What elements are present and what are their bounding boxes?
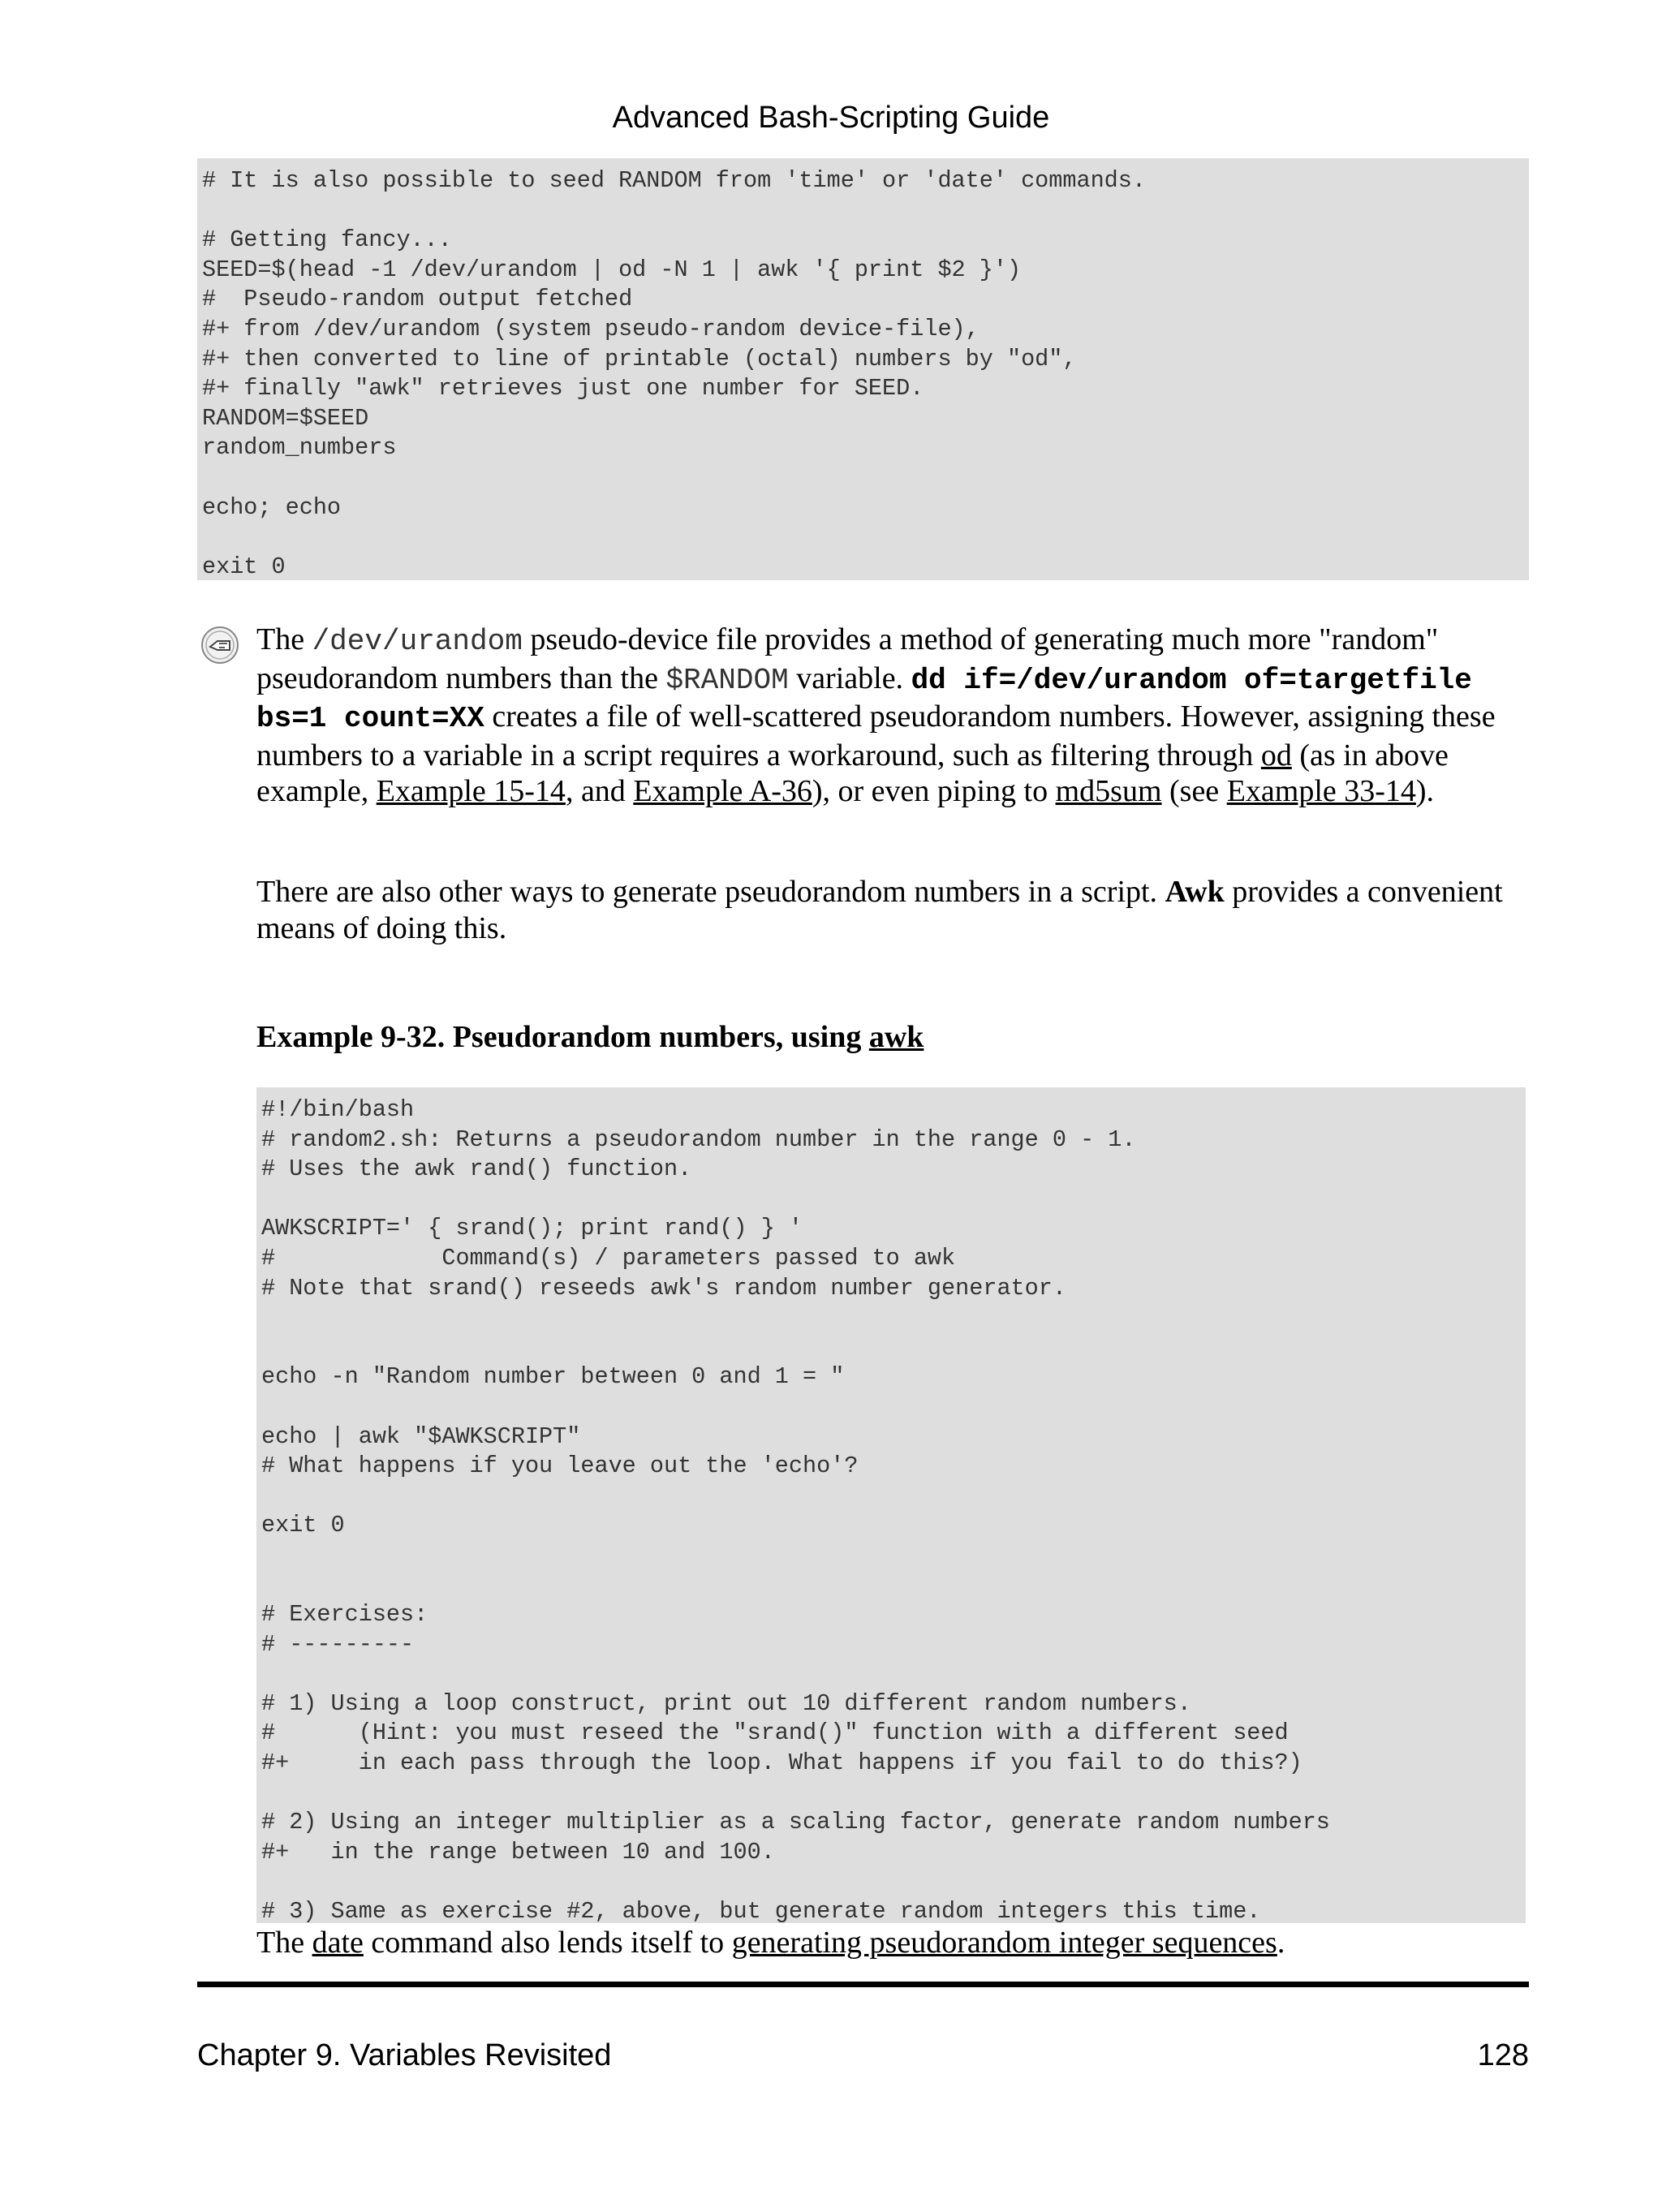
code-line	[261, 1867, 1526, 1897]
code-line: RANDOM=$SEED	[202, 404, 369, 432]
code-line: random_numbers	[202, 434, 397, 462]
code-line: #+ from /dev/urandom (system pseudo-random device-file),	[202, 315, 980, 342]
note-paragraph-dev-urandom	[256, 622, 1531, 810]
code-line: #+ in each pass through the loop. What happens if you fail to do this?)	[261, 1749, 1302, 1777]
date-text-3: .	[1277, 1926, 1285, 1960]
random-variable-literal: $RANDOM	[665, 663, 789, 697]
code-line	[202, 463, 1529, 493]
code-line: # 1) Using a loop construct, print out 10 different random numbers.	[261, 1689, 1191, 1717]
code-line: AWKSCRIPT=' { srand(); print rand() } '	[261, 1215, 803, 1242]
footer-chapter-title: Chapter 9. Variables Revisited	[197, 2038, 612, 2072]
code-line: # random2.sh: Returns a pseudorandom number in the range 0 - 1.	[261, 1125, 1136, 1153]
date-paragraph	[256, 1925, 1531, 1961]
code-line: # Exercises:	[261, 1601, 428, 1629]
code-line: #+ then converted to line of printable (octal) numbers by "od",	[202, 345, 1077, 372]
note-text-1: The	[256, 622, 312, 656]
note-text-6: , and	[565, 774, 634, 808]
footer-page-number: 128	[1477, 2038, 1529, 2072]
code-line	[261, 1333, 1526, 1363]
page-header-title: Advanced Bash-Scripting Guide	[612, 101, 1050, 135]
link-example-33-14[interactable]: Example 33-14	[1226, 774, 1416, 808]
link-example-a-36[interactable]: Example A-36	[633, 774, 812, 808]
code-line	[261, 1541, 1526, 1571]
code-line: # What happens if you leave out the 'echo'?	[261, 1452, 859, 1480]
code-line	[261, 1779, 1526, 1809]
note-text-8: (see	[1161, 774, 1227, 808]
code-line	[202, 196, 1529, 226]
example-title-prefix: Example 9-32. Pseudorandom numbers, using	[256, 1020, 869, 1054]
note-text-5: (as in above example,	[256, 738, 1449, 808]
code-line: # Getting fancy...	[202, 226, 452, 254]
date-text-1: The	[256, 1926, 312, 1960]
code-line: #+ in the range between 10 and 100.	[261, 1838, 775, 1866]
code-line	[261, 1303, 1526, 1333]
example-title	[256, 1019, 1531, 1056]
link-od[interactable]: od	[1260, 738, 1292, 772]
code-line: # (Hint: you must reseed the "srand()" function with a different seed	[261, 1719, 1289, 1747]
awk-bold: Awk	[1165, 875, 1225, 909]
note-text-3: variable.	[788, 661, 911, 695]
link-example-15-14[interactable]: Example 15-14	[376, 774, 566, 808]
code-line	[202, 523, 1529, 553]
code-line: echo; echo	[202, 493, 342, 521]
code-line: echo | awk "$AWKSCRIPT"	[261, 1422, 581, 1450]
code-line: # Command(s) / parameters passed to awk	[261, 1244, 956, 1272]
awk-intro-text-1: There are also other ways to generate pseudorandom numbers in a script.	[256, 875, 1165, 909]
code-line: exit 0	[202, 553, 286, 580]
code-block-random-seed	[197, 158, 1529, 580]
code-line: SEED=$(head -1 /dev/urandom | od -N 1 | awk '{ print $2 }')	[202, 256, 1022, 283]
code-line	[261, 1482, 1526, 1512]
code-line: # 3) Same as exercise #2, above, but generate random integers this time.	[261, 1898, 1261, 1923]
code-line	[261, 1659, 1526, 1689]
dev-urandom-literal: /dev/urandom	[312, 625, 523, 658]
code-line	[261, 1571, 1526, 1601]
code-block-random2-sh	[256, 1087, 1526, 1923]
code-line	[261, 1392, 1526, 1422]
code-line: #+ finally "awk" retrieves just one number for SEED.	[202, 375, 924, 402]
code-line: # Note that srand() reseeds awk's random number generator.	[261, 1274, 1066, 1302]
code-line: # 2) Using an integer multiplier as a scaling factor, generate random numbers	[261, 1809, 1330, 1836]
awk-intro-text-2: provides a convenient means of doing this.	[256, 875, 1503, 945]
awk-intro-paragraph	[256, 874, 1531, 946]
note-text-2: pseudo-device file provides a method of generating much more "random" pseudorandom numbers than the	[256, 622, 1439, 695]
code-line: #!/bin/bash	[261, 1096, 415, 1123]
link-md5sum[interactable]: md5sum	[1055, 774, 1162, 808]
note-text-9: ).	[1415, 774, 1435, 808]
note-icon	[200, 625, 240, 665]
note-text-4: creates a file of well-scattered pseudorandom numbers. However, assigning these numbers to a variable in a script requires a workaround, such as filtering through	[256, 699, 1496, 772]
date-text-2: command also lends itself to	[363, 1926, 732, 1960]
code-line	[261, 1185, 1526, 1215]
dd-command: dd if=/dev/urandom of=targetfile bs=1 count=XX	[256, 663, 1472, 735]
code-line: echo -n "Random number between 0 and 1 = "	[261, 1363, 845, 1391]
code-line: # ---------	[261, 1630, 415, 1658]
code-line: # Uses the awk rand() function.	[261, 1155, 692, 1183]
code-line: # It is also possible to seed RANDOM from 'time' or 'date' commands.	[202, 167, 1146, 194]
link-pseudorandom-integer-sequences[interactable]: generating pseudorandom integer sequences	[731, 1926, 1277, 1960]
footer-divider	[197, 1982, 1529, 1987]
code-line: # Pseudo-random output fetched	[202, 286, 633, 313]
link-date[interactable]: date	[312, 1926, 364, 1960]
code-line: exit 0	[261, 1512, 345, 1539]
link-awk[interactable]: awk	[868, 1020, 924, 1054]
note-text-7: ), or even piping to	[812, 774, 1056, 808]
